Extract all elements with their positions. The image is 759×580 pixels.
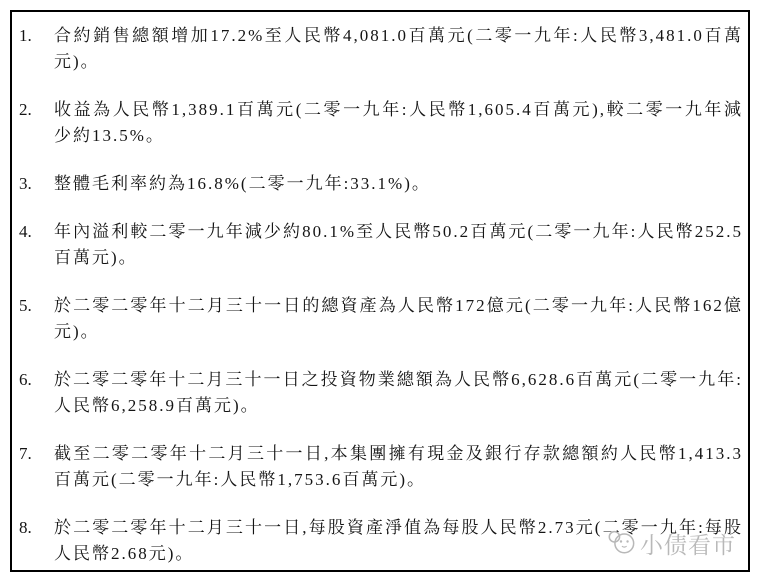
item-text: 截至二零二零年十二月三十一日,本集團擁有現金及銀行存款總額約人民幣1,413.3百萬元(二零一九年:人民幣1,753.6百萬元)。 xyxy=(54,444,743,489)
item-number: 4. xyxy=(19,222,32,241)
item-text: 收益為人民幣1,389.1百萬元(二零一九年:人民幣1,605.4百萬元),較二零一九年減少約13.5%。 xyxy=(54,100,743,145)
list-item xyxy=(19,367,743,419)
item-number: 1. xyxy=(19,26,32,45)
item-text: 合約銷售總額增加17.2%至人民幣4,081.0百萬元(二零一九年:人民幣3,481.0百萬元)。 xyxy=(54,26,743,71)
list-item xyxy=(19,441,743,493)
page-border-frame xyxy=(10,10,750,572)
item-text: 整體毛利率約為16.8%(二零一九年:33.1%)。 xyxy=(54,174,431,193)
item-text: 於二零二零年十二月三十一日,每股資產淨值為每股人民幣2.73元(二零一九年:每股人民幣2.68元)。 xyxy=(54,518,743,563)
item-number: 3. xyxy=(19,174,32,193)
list-item xyxy=(19,219,743,271)
list-item xyxy=(19,293,743,345)
watermark-label: 小债看市 xyxy=(640,533,736,558)
item-text: 年內溢利較二零一九年減少約80.1%至人民幣50.2百萬元(二零一九年:人民幣252.5百萬元)。 xyxy=(54,222,743,267)
xiaozhai-panda-logo-icon xyxy=(606,528,636,560)
item-number: 7. xyxy=(19,444,32,463)
item-number: 8. xyxy=(19,518,32,537)
item-number: 6. xyxy=(19,370,32,389)
item-text: 於二零二零年十二月三十一日之投資物業總額為人民幣6,628.6百萬元(二零一九年:人民幣6,258.9百萬元)。 xyxy=(54,370,743,415)
list-item xyxy=(19,171,743,197)
list-item xyxy=(19,23,743,75)
watermark xyxy=(606,527,736,560)
list-item xyxy=(19,97,743,149)
item-number: 2. xyxy=(19,100,32,119)
item-text: 於二零二零年十二月三十一日的總資產為人民幣172億元(二零一九年:人民幣162億元)。 xyxy=(54,296,743,341)
item-number: 5. xyxy=(19,296,32,315)
